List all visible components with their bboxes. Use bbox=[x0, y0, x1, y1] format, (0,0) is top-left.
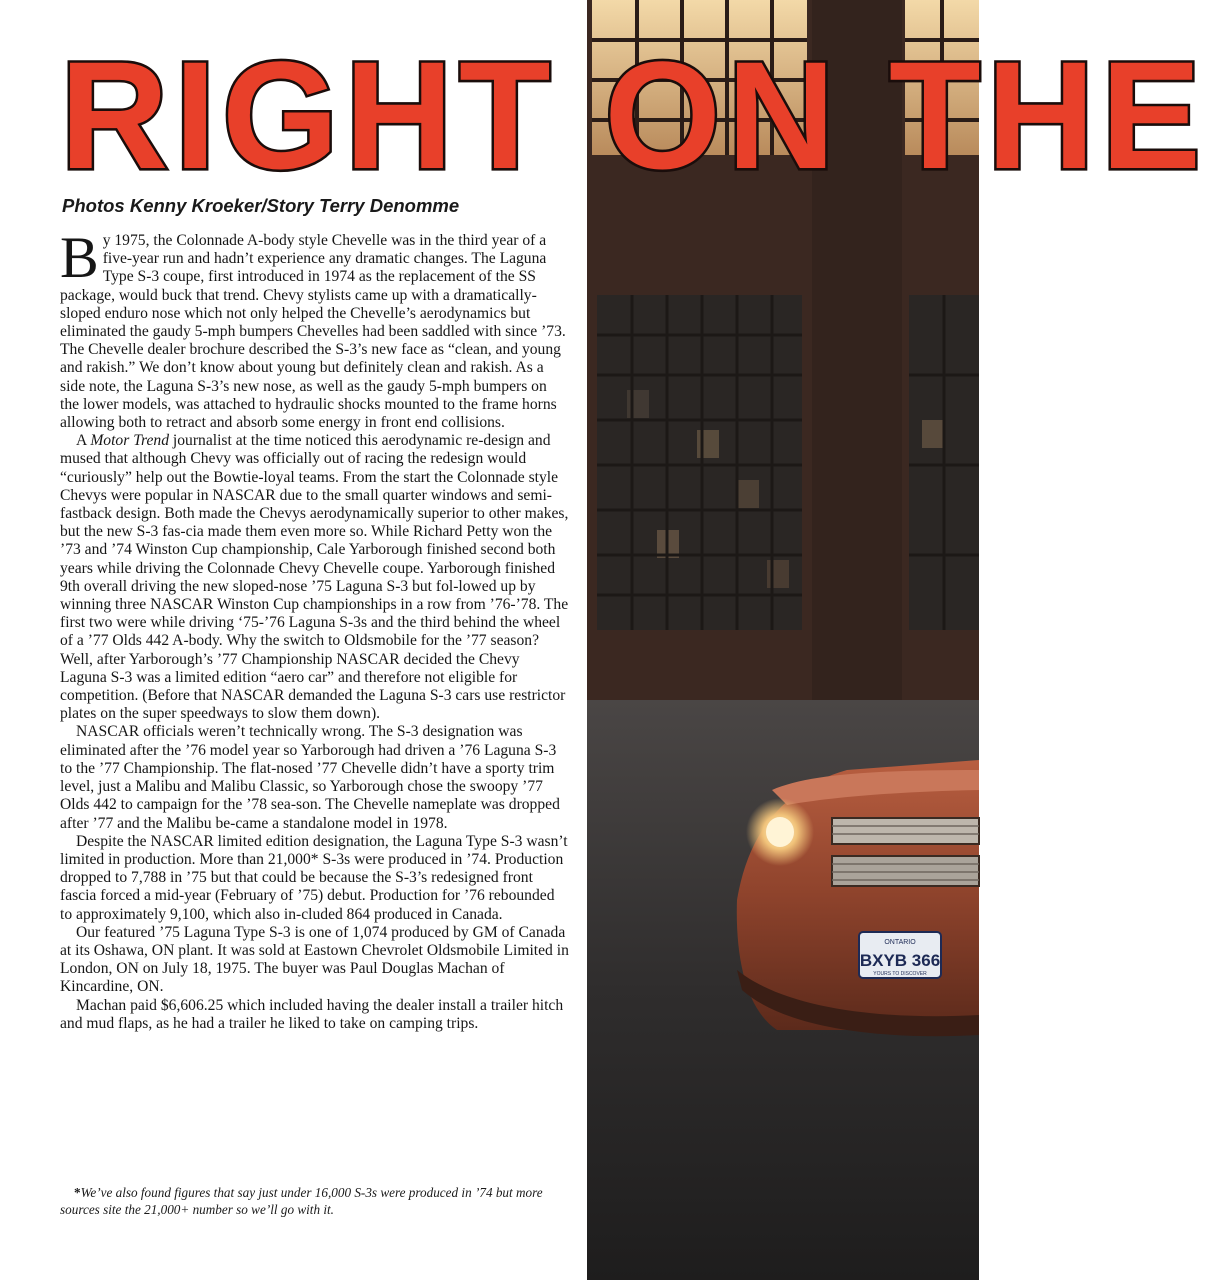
paragraph-6: Machan paid $6,606.25 which included having the dealer install a trailer hitch and mud flaps, as he had a trailer he liked to take on camping trips. bbox=[60, 996, 564, 1032]
paragraph-2 bbox=[60, 432, 569, 723]
car bbox=[737, 760, 979, 1036]
paragraph-2-lead: A bbox=[76, 432, 91, 450]
footnote-text: We’ve also found figures that say just under 16,000 S-3s were produced in ’74 but more sources site the 21,000+ number so we’ll go with it. bbox=[60, 1185, 543, 1217]
footnote-star: * bbox=[74, 1185, 81, 1200]
publication-name: Motor Trend bbox=[90, 432, 170, 450]
paragraph-2-text: journalist at the time noticed this aerodynamic re-design and mused that although Chevy was officially out of racing the redesign would “curiously” help out the Bowtie-loyal teams. From the start the Colonnade style Chevys were popular in NASCAR due to the small quarter windows and semi-fastback design. Both made the Chevys aerodynamically superior to other makes, but the new S-3 fas-cia made them even more so. While Richard Petty won the ’73 and ’74 Winston Cup championship, Cale Yarborough finished second both years while driving the Colonnade Chevy Chevelle coupe. Yarborough finished 9th overall driving the new sloped-nose ’75 Laguna S-3 but fol-lowed up by winning three NASCAR Winston Cup championships in a row from ’76-’78. The first two were while driving ‘75-’76 Laguna S-3s and the third behind the wheel of a ’77 Olds 442 A-body. Why the switch to Oldsmobile for the ’77 season? Well, after Yarborough’s ’77 Championship NASCAR decided the Chevy Laguna S-3 was a limited edition “aero car” and therefore not eligible for competition. (Before that NASCAR demanded the Laguna S-3 cars use restrictor plates on the super speedways to slow them down). bbox=[60, 432, 569, 723]
body-text bbox=[60, 225, 569, 1033]
grille-upper bbox=[832, 818, 979, 844]
headlight bbox=[766, 817, 794, 847]
paragraph-5: Our featured ’75 Laguna Type S-3 is one of 1,074 produced by GM of Canada at its Oshawa, ON plant. It was sold at Eastown Chevrolet Oldsmobile Limited in London, ON on July 18, 1975. The buyer was Paul Douglas Machan of Kincardine, ON. bbox=[60, 923, 569, 996]
paragraph-4: Despite the NASCAR limited edition designation, the Laguna Type S-3 wasn’t limited in production. More than 21,000* S-3s were produced in ’74. Production dropped to 7,788 in ’75 but that could be because the S-3’s redesigned front fascia forced a mid-year (February of ’75) debut. Production for ’76 rebounded to approximately 9,100, which also in-cluded 864 produced in Canada. bbox=[60, 832, 568, 923]
plate-tagline: YOURS TO DISCOVER bbox=[873, 971, 927, 977]
plate-province: ONTARIO bbox=[884, 939, 916, 946]
paragraph-3: NASCAR officials weren’t technically wrong. The S-3 designation was eliminated after the ’76 model year so Yarborough had driven a ’76 Laguna S-3 to the ’77 Championship. The flat-nosed ’77 Chevelle didn’t have a sporty trim level, just a Malibu and Malibu Classic, so Yarborough chose the swoopy ’77 Olds 442 to campaign for the ’78 sea-son. The Chevelle nameplate was dropped after ’77 and the Malibu be-came a standalone model in 1978. bbox=[60, 723, 560, 832]
paragraph-1 bbox=[60, 225, 569, 432]
footnote bbox=[60, 1184, 580, 1218]
headline: RIGHT ON THE bbox=[60, 29, 1207, 201]
paragraph-1-text: y 1975, the Colonnade A-body style Chevelle was in the third year of a five-year run and hadn’t experience any dramatic changes. The Laguna Type S-3 coupe, first introduced in 1974 as the replacement of the SS package, would buck that trend. Chevy stylists came up with a dramatically-sloped enduro nose which not only helped the Chevelle’s aerodynamics but eliminated the gaudy 5-mph bumpers Chevelles had been saddled with since ’73. The Chevelle dealer brochure described the S-3’s new face as “clean, and young and rakish.” We don’t know about young but definitely clean and rakish. As a side note, the Laguna S-3’s new nose, as well as the gaudy 5-mph bumpers on the lower models, was attached to hydraulic shocks mounted to the frame horns allowing both to retract and absorb some energy in front end collisions. bbox=[60, 232, 566, 432]
article-body bbox=[60, 195, 569, 1033]
drop-cap: B bbox=[60, 225, 99, 290]
plate-number: BXYB 366 bbox=[859, 951, 941, 970]
grille-lower bbox=[832, 856, 979, 886]
license-plate bbox=[859, 932, 941, 978]
byline: Photos Kenny Kroeker/Story Terry Denomme bbox=[62, 195, 460, 216]
